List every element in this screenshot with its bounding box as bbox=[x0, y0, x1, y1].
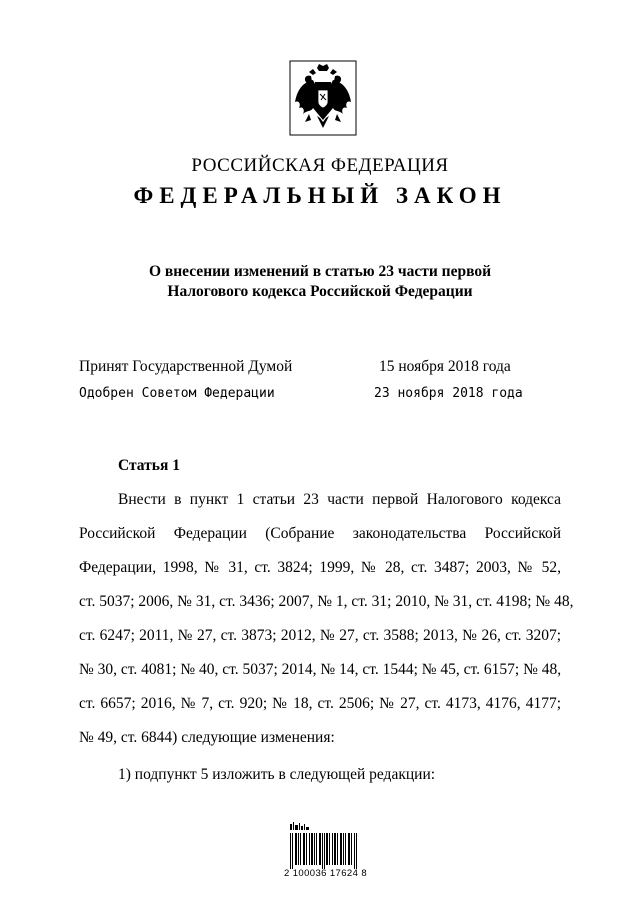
law-title bbox=[0, 262, 640, 302]
state-emblem-icon bbox=[289, 60, 357, 136]
barcode-icon bbox=[290, 833, 358, 869]
article-item: 1) подпункт 5 изложить в следующей редакции: bbox=[118, 766, 436, 783]
article-text-line: ст. 6657; 2016, № 7, ст. 920; № 18, ст. 2506; № 27, ст. 4173, 4176, 4177; bbox=[79, 695, 561, 712]
article-text-line: Внести в пункт 1 статьи 23 части первой Налогового кодекса bbox=[118, 491, 561, 508]
barcode-number: 2 100036 17624 8 bbox=[284, 868, 368, 879]
adopted-date: 15 ноября 2018 года bbox=[379, 358, 511, 375]
article-heading: Статья 1 bbox=[118, 457, 180, 474]
adopted-label: Принят Государственной Думой bbox=[79, 358, 293, 375]
law-title-line: О внесении изменений в статью 23 части первой bbox=[148, 263, 492, 280]
law-type-heading: ФЕДЕРАЛЬНЫЙ ЗАКОН bbox=[133, 183, 507, 208]
law-title-line: Налогового кодекса Российской Федерации bbox=[167, 283, 473, 300]
article-text-line: Федерации, 1998, № 31, ст. 3824; 1999, № 28, ст. 3487; 2003, № 52, bbox=[79, 559, 561, 576]
article-text-line: № 49, ст. 6844) следующие изменения: bbox=[79, 729, 335, 746]
small-code-icon bbox=[290, 822, 320, 832]
article-text-line: Российской Федерации (Собрание законодательства Российской bbox=[79, 525, 561, 542]
article-text-line: ст. 5037; 2006, № 31, ст. 3436; 2007, № 1, ст. 31; 2010, № 31, ст. 4198; № 48, bbox=[79, 593, 574, 610]
approved-label: Одобрен Советом Федерации bbox=[79, 386, 275, 401]
article-text-line: № 30, ст. 4081; № 40, ст. 5037; 2014, № 14, ст. 1544; № 45, ст. 6157; № 48, bbox=[79, 661, 562, 678]
approved-date: 23 ноября 2018 года bbox=[374, 386, 523, 401]
article-text-line: ст. 6247; 2011, № 27, ст. 3873; 2012, № 27, ст. 3588; 2013, № 26, ст. 3207; bbox=[79, 627, 561, 644]
country-name: РОССИЙСКАЯ ФЕДЕРАЦИЯ bbox=[191, 155, 449, 176]
